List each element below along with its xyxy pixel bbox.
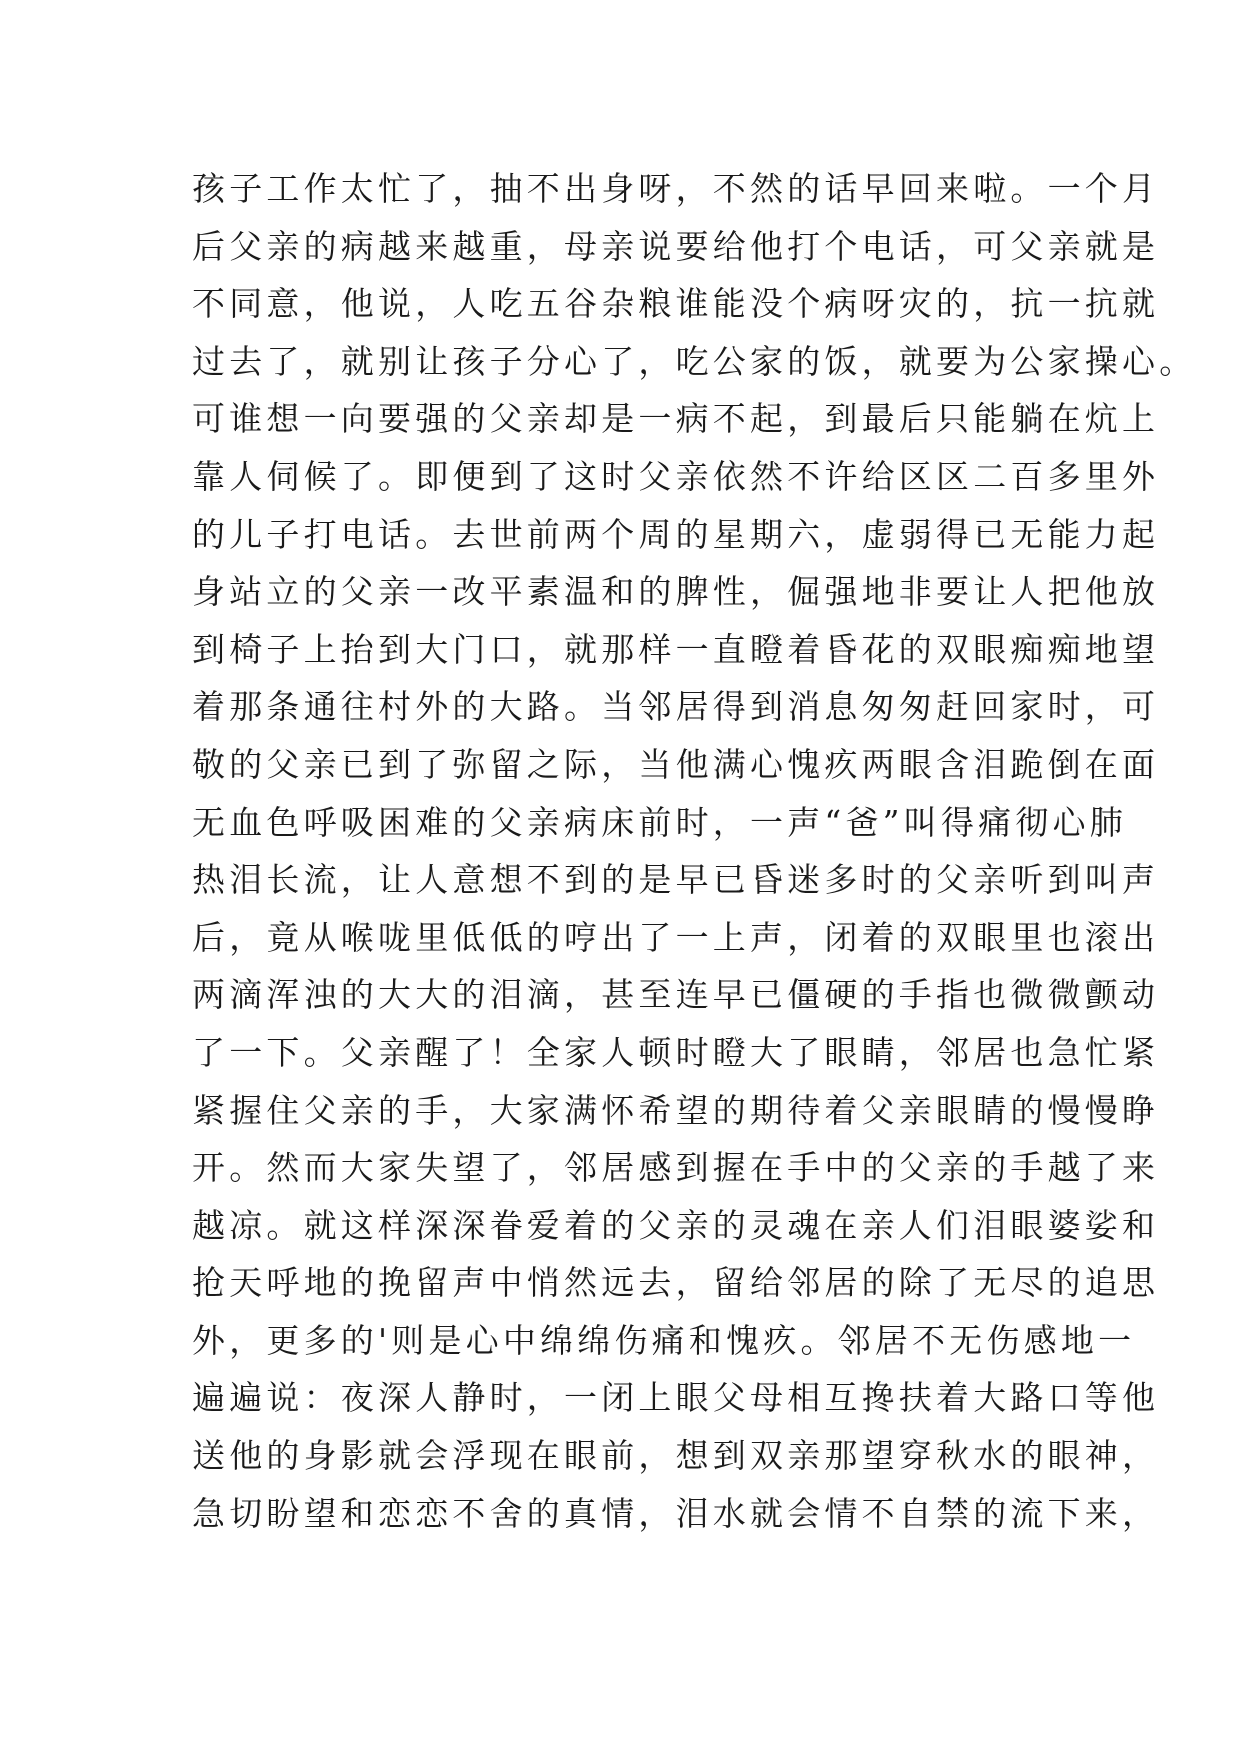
text-line: 遍遍说：夜深人静时，一闭上眼父母相互搀扶着大路口等他 bbox=[192, 1378, 1160, 1418]
text-line: 的儿子打电话。去世前两个周的星期六，虚弱得已无能力起 bbox=[192, 514, 1160, 554]
text-line: 过去了，就别让孩子分心了，吃公家的饭，就要为公家操心。 bbox=[192, 341, 1197, 381]
text-line: 两滴浑浊的大大的泪滴，甚至连早已僵硬的手指也微微颤动 bbox=[192, 975, 1160, 1015]
text-line: 开。然而大家失望了，邻居感到握在手中的父亲的手越了来 bbox=[192, 1148, 1160, 1188]
text-line: 身站立的父亲一改平素温和的脾性，倔强地非要让人把他放 bbox=[192, 572, 1160, 612]
text-line: 孩子工作太忙了，抽不出身呀，不然的话早回来啦。一个月 bbox=[192, 169, 1160, 208]
text-line: 靠人伺候了。即便到了这时父亲依然不许给区区二百多里外 bbox=[192, 456, 1160, 496]
text-line: 到椅子上抬到大门口，就那样一直瞪着昏花的双眼痴痴地望 bbox=[192, 629, 1160, 669]
text-line: 后，竟从喉咙里低低的哼出了一上声，闭着的双眼里也滚出 bbox=[192, 917, 1160, 957]
text-line: 不同意，他说，人吃五谷杂粮谁能没个病呀灾的，抗一抗就 bbox=[192, 284, 1160, 324]
text-line: 无血色呼吸困难的父亲病床前时，一声“爸”叫得痛彻心肺 bbox=[192, 802, 1127, 842]
text-line: 热泪长流，让人意想不到的是早已昏迷多时的父亲听到叫声 bbox=[192, 860, 1160, 900]
text-line: 着那条通往村外的大路。当邻居得到消息匆匆赶回家时，可 bbox=[192, 687, 1160, 727]
text-line: 急切盼望和恋恋不舍的真情，泪水就会情不自禁的流下来， bbox=[192, 1493, 1160, 1533]
text-line: 紧握住父亲的手，大家满怀希望的期待着父亲眼睛的慢慢睁 bbox=[192, 1090, 1160, 1130]
text-line: 后父亲的病越来越重，母亲说要给他打个电话，可父亲就是 bbox=[192, 226, 1160, 266]
text-line: 了一下。父亲醒了！全家人顿时瞪大了眼睛，邻居也急忙紧 bbox=[192, 1032, 1160, 1072]
text-line: 敬的父亲已到了弥留之际，当他满心愧疚两眼含泪跪倒在面 bbox=[192, 744, 1160, 784]
text-line: 抢天呼地的挽留声中悄然远去，留给邻居的除了无尽的追思 bbox=[192, 1263, 1160, 1303]
text-line: 可谁想一向要强的父亲却是一病不起，到最后只能躺在炕上 bbox=[192, 399, 1160, 439]
body-text bbox=[192, 160, 1197, 1542]
text-line: 越凉。就这样深深眷爱着的父亲的灵魂在亲人们泪眼婆娑和 bbox=[192, 1205, 1160, 1245]
text-line: 外，更多的'则是心中绵绵伤痛和愧疚。邻居不无伤感地一 bbox=[192, 1320, 1136, 1360]
text-line: 送他的身影就会浮现在眼前，想到双亲那望穿秋水的眼神， bbox=[192, 1436, 1160, 1476]
